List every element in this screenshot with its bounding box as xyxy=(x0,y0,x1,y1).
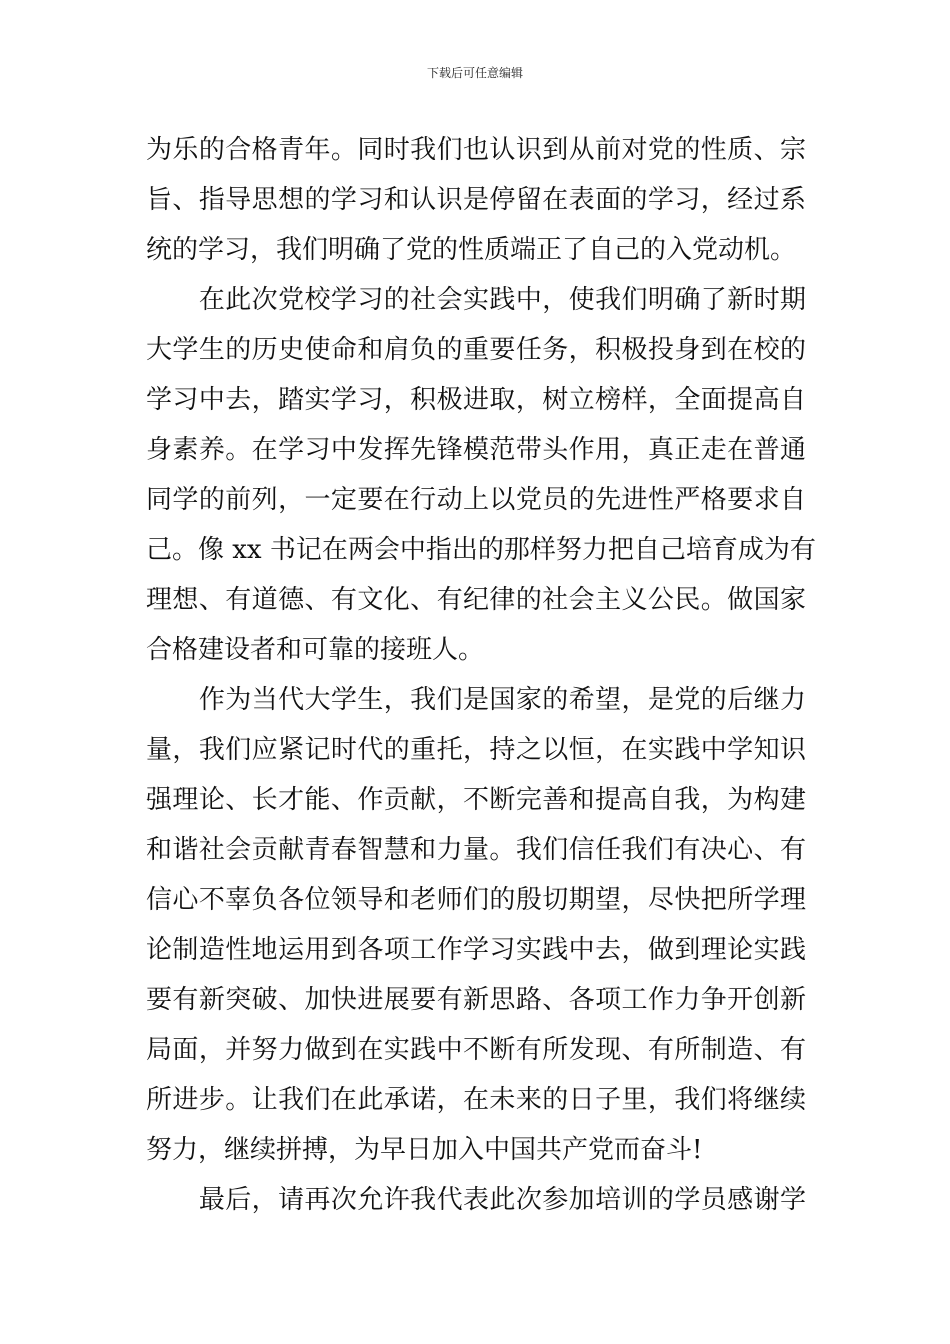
text-line: 局面，并努力做到在实践中不断有所发现、有所制造、有 xyxy=(146,1035,806,1065)
text-line: 统的学习，我们明确了党的性质端正了自己的入党动机。 xyxy=(146,235,797,265)
text-line: 要有新突破、加快进展要有新思路、各项工作力争开创新 xyxy=(146,985,806,1015)
text-line: 所进步。让我们在此承诺，在未来的日子里，我们将继续 xyxy=(146,1085,806,1115)
text-line: 大学生的历史使命和肩负的重要任务，积极投身到在校的 xyxy=(146,335,806,365)
text-line: 身素养。在学习中发挥先锋模范带头作用，真正走在普通 xyxy=(146,435,806,465)
text-line: 努力，继续拼搏，为早日加入中国共产党而奋斗! xyxy=(146,1135,703,1165)
text-line: 和谐社会贡献青春智慧和力量。我们信任我们有决心、有 xyxy=(146,835,806,865)
text-line: 论制造性地运用到各项工作学习实践中去，做到理论实践 xyxy=(146,935,806,965)
text-line: 理想、有道德、有文化、有纪律的社会主义公民。做国家 xyxy=(146,585,806,615)
text-line: 己。像 xx 书记在两会中指出的那样努力把自己培育成为有 xyxy=(146,535,816,565)
text-line: 作为当代大学生，我们是国家的希望，是党的后继力 xyxy=(146,685,806,715)
text-line: 信心不辜负各位领导和老师们的殷切期望，尽快把所学理 xyxy=(146,885,806,915)
page-header: 下载后可任意编辑 xyxy=(426,66,523,80)
document-body xyxy=(146,125,816,1225)
text-line: 同学的前列，一定要在行动上以党员的先进性严格要求自 xyxy=(146,485,806,515)
text-line: 量，我们应紧记时代的重托，持之以恒，在实践中学知识 xyxy=(146,735,806,765)
text-line: 学习中去，踏实学习，积极进取，树立榜样，全面提高自 xyxy=(146,385,806,415)
text-line: 在此次党校学习的社会实践中，使我们明确了新时期 xyxy=(146,285,806,315)
text-line: 强理论、长才能、作贡献，不断完善和提高自我，为构建 xyxy=(146,785,806,815)
text-line: 最后，请再次允许我代表此次参加培训的学员感谢学 xyxy=(146,1185,806,1215)
text-line: 旨、指导思想的学习和认识是停留在表面的学习，经过系 xyxy=(146,185,806,215)
text-line: 为乐的合格青年。同时我们也认识到从前对党的性质、宗 xyxy=(146,135,806,165)
text-line: 合格建设者和可靠的接班人。 xyxy=(146,635,485,665)
